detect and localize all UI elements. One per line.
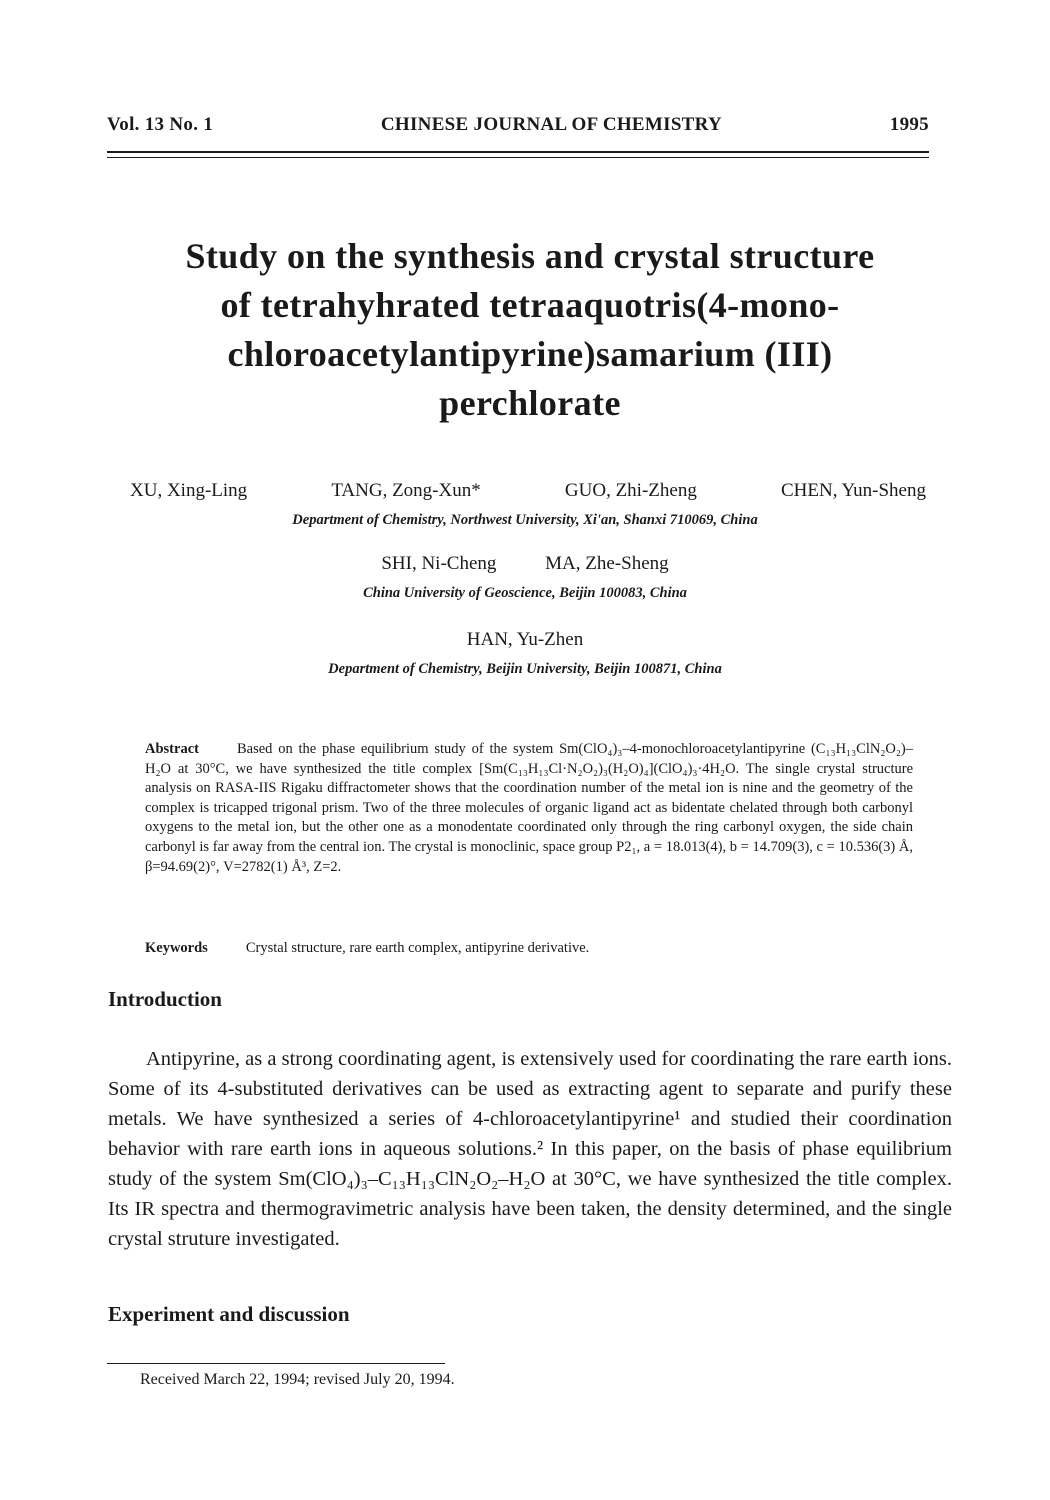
keywords-label: Keywords: [145, 940, 208, 956]
abstract: [145, 740, 913, 877]
paper-title: [100, 232, 960, 428]
author-group-2: [0, 553, 1050, 575]
journal-name: CHINESE JOURNAL OF CHEMISTRY: [380, 114, 723, 135]
title-line: of tetrahyhrated tetraaquotris(4-mono-: [220, 285, 840, 325]
keywords-text: Crystal structure, rare earth complex, antipyrine derivative.: [245, 940, 590, 956]
affiliation-2: China University of Geoscience, Beijin 100083, China: [363, 585, 687, 601]
experiment-heading: Experiment and discussion: [108, 1302, 350, 1326]
volume-issue: Vol. 13 No. 1: [107, 114, 214, 135]
title-line: perchlorate: [439, 383, 621, 423]
affiliation-1: Department of Chemistry, Northwest University, Xi'an, Shanxi 710069, China: [292, 512, 758, 528]
header-rule-thick: [107, 151, 929, 153]
author-group-1: [130, 480, 926, 502]
affiliation-3: Department of Chemistry, Beijin University, Beijin 100871, China: [328, 661, 722, 677]
publication-year: 1995: [889, 114, 929, 135]
title-line: chloroacetylantipyrine)samarium (III): [227, 334, 833, 374]
author-name: MA, Zhe-Sheng: [545, 553, 669, 574]
author-name: GUO, Zhi-Zheng: [564, 480, 697, 501]
introduction-heading: Introduction: [108, 987, 222, 1011]
author-group-3: [0, 629, 1050, 651]
author-name: XU, Xing-Ling: [130, 480, 248, 501]
author-name: TANG, Zong-Xun*: [331, 480, 481, 501]
received-footnote: Received March 22, 1994; revised July 20, 1994.: [140, 1371, 455, 1388]
author-name: SHI, Ni-Cheng: [381, 553, 497, 574]
keywords: [145, 940, 913, 957]
running-header: [107, 114, 929, 136]
title-line: Study on the synthesis and crystal structure: [185, 236, 875, 276]
abstract-label: Abstract: [145, 741, 199, 757]
header-rule-thin: [107, 157, 929, 158]
introduction-paragraph: Antipyrine, as a strong coordinating agent, is extensively used for coordinating the rare earth ions. Some of its 4-substituted derivatives can be used as extracting agent to separate and purify these metals. We have synthesized a series of 4-chloroacetylantipyrine¹ and studied their coordination behavior with rare earth ions in aqueous solutions.² In this paper, on the basis of phase equilibrium study of the system Sm(ClO₄)₃–C₁₃H₁₃ClN₂O₂–H₂O at 30°C, we have synthesized the title complex. Its IR spectra and thermogravimetric analysis have been taken, the density determined, and the single crystal struture investigated.: [108, 1048, 952, 1250]
author-name: HAN, Yu-Zhen: [466, 629, 584, 650]
abstract-text: Based on the phase equilibrium study of the system Sm(ClO₄)₃–4-monochloroacetylantipyrine (C₁₃H₁₃ClN₂O₂)–H₂O at 30°C, we have synthesized the title complex [Sm(C₁₃H₁₃Cl·N₂O₂)₃(H₂O)₄](ClO₄)₃·4H₂O. The single crystal structure analysis on RASA-IIS Rigaku diffractometer shows that the coordination number of the metal ion is nine and the geometry of the complex is tricapped trigonal prism. Two of the three molecules of organic ligand act as bidentate chelated through both carbonyl oxygens to the metal ion, but the other one as a monodentate coordinated only through the ring carbonyl oxygen, the side chain carbonyl is far away from the central ion. The crystal is monoclinic, space group P2₁, a = 18.013(4), b = 14.709(3), c = 10.536(3) Å, β=94.69(2)°, V=2782(1) Å³, Z=2.: [145, 741, 913, 875]
footnote-rule: [107, 1363, 445, 1364]
author-name: CHEN, Yun-Sheng: [781, 480, 926, 501]
